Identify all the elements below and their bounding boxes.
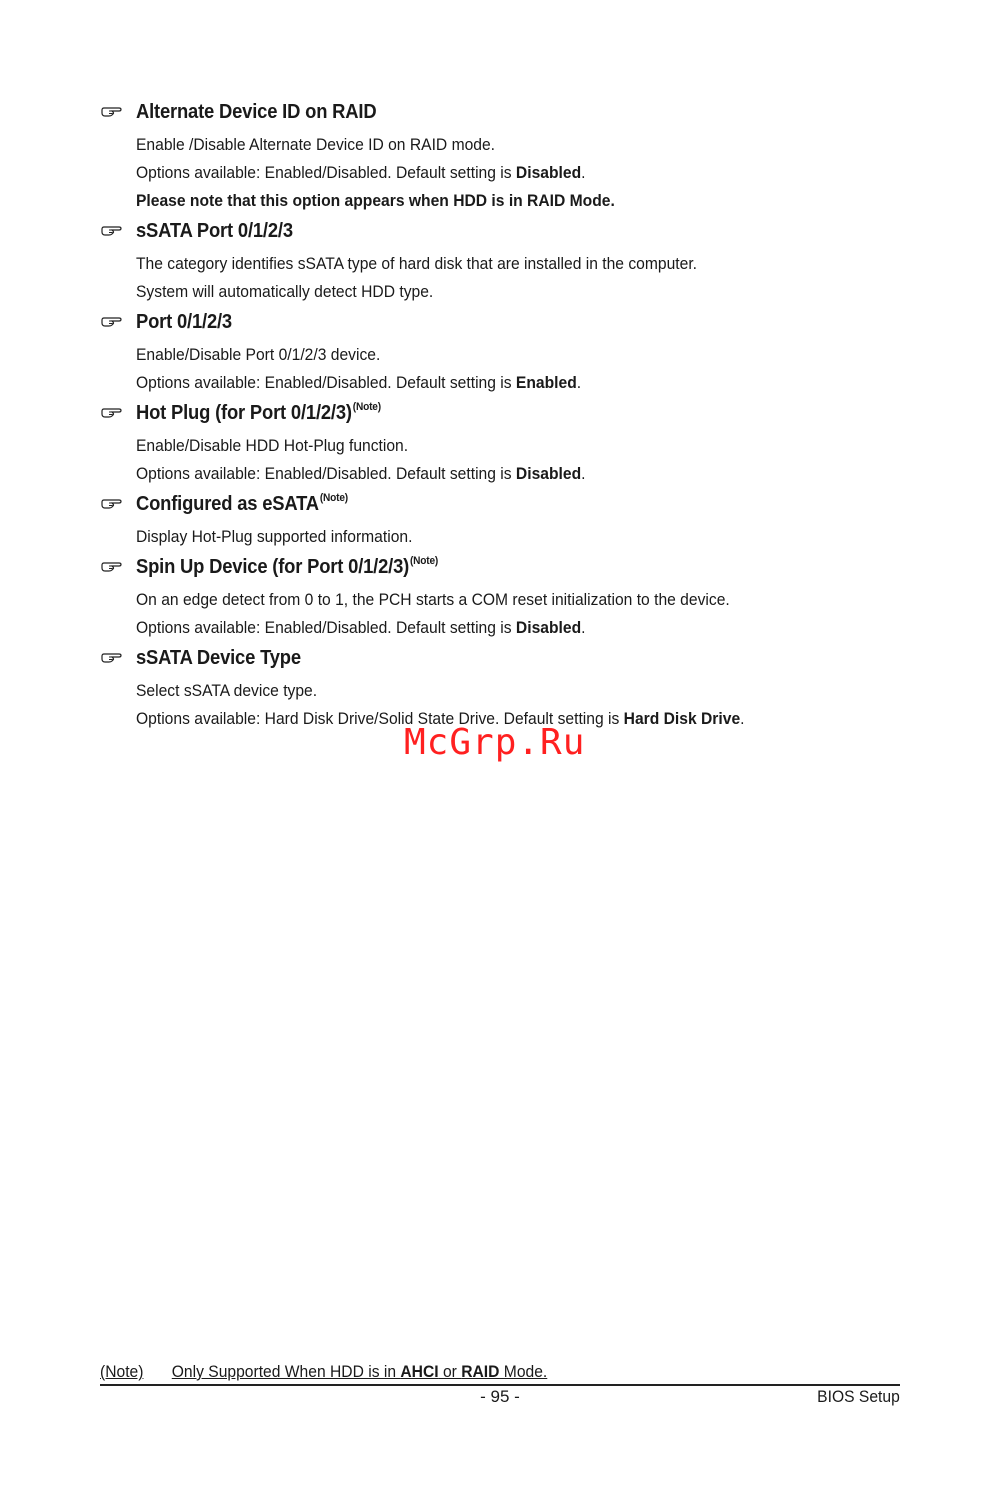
line-text: Options available: Enabled/Disabled. Default setting is	[136, 618, 516, 637]
setting-heading	[100, 644, 920, 672]
setting-title	[136, 311, 232, 334]
line-text: On an edge detect from 0 to 1, the PCH starts a COM reset initialization to the device.	[136, 590, 730, 609]
setting-description-line	[136, 677, 857, 705]
setting-title-text: Hot Plug (for Port 0/1/2/3)	[136, 402, 352, 424]
footnote-bold-ahci: AHCI	[400, 1362, 439, 1381]
setting-title-text: Configured as eSATA	[136, 493, 319, 515]
line-text: Enable /Disable Alternate Device ID on RAID mode.	[136, 135, 496, 154]
line-bold-text: Hard Disk Drive	[623, 709, 741, 728]
footnote-text	[172, 1362, 548, 1381]
setting-description-line	[136, 250, 857, 278]
line-text: Select sSATA device type.	[136, 681, 318, 700]
setting-title	[136, 220, 293, 243]
setting-heading	[100, 98, 920, 126]
line-text: Display Hot-Plug supported information.	[136, 527, 413, 546]
line-bold-text: Disabled	[515, 464, 582, 483]
line-bold-text: Disabled	[515, 618, 582, 637]
footer-rule	[100, 1384, 900, 1386]
line-text: Enable/Disable HDD Hot-Plug function.	[136, 436, 409, 455]
line-text: The category identifies sSATA type of hard disk that are installed in the computer.	[136, 254, 698, 273]
line-bold-text: Disabled	[515, 163, 582, 182]
line-text-end: .	[581, 163, 586, 182]
setting-section	[100, 553, 920, 644]
line-bold-text: Enabled	[515, 373, 577, 392]
setting-title-text: sSATA Device Type	[136, 646, 301, 669]
setting-title-text: Port 0/1/2/3	[136, 310, 232, 333]
setting-description-line	[136, 586, 857, 614]
setting-section	[100, 98, 920, 217]
setting-section	[100, 217, 920, 308]
line-text: Options available: Enabled/Disabled. Default setting is	[136, 373, 516, 392]
setting-description-line	[136, 369, 857, 397]
setting-description-line	[136, 614, 857, 642]
pointing-hand-icon	[100, 651, 122, 665]
line-text: System will automatically detect HDD type.	[136, 282, 434, 301]
line-text-end: .	[581, 464, 586, 483]
setting-section	[100, 399, 920, 490]
bios-settings-list	[100, 98, 920, 735]
pointing-hand-icon	[100, 406, 122, 420]
setting-description-line	[136, 159, 857, 187]
document-title: BIOS Setup	[817, 1387, 900, 1406]
setting-heading	[100, 399, 920, 427]
footnote	[100, 1362, 547, 1382]
pointing-hand-icon	[100, 224, 122, 238]
pointing-hand-icon	[100, 105, 122, 119]
page-number: - 95 -	[480, 1387, 520, 1406]
setting-title	[136, 647, 301, 670]
setting-title	[136, 401, 381, 425]
setting-title	[136, 101, 376, 124]
setting-description-line	[136, 341, 857, 369]
footnote-text-mid: or	[438, 1362, 462, 1381]
line-text: Options available: Enabled/Disabled. Default setting is	[136, 464, 516, 483]
pointing-hand-icon	[100, 497, 122, 511]
footnote-text-post: Mode.	[499, 1362, 548, 1381]
note-reference: (Note)	[409, 555, 439, 567]
line-text-end: .	[740, 709, 745, 728]
setting-title-text: Spin Up Device (for Port 0/1/2/3)	[136, 556, 410, 578]
note-reference: (Note)	[319, 492, 348, 504]
line-text: Options available: Hard Disk Drive/Solid State Drive. Default setting is	[136, 709, 624, 728]
setting-description-line	[136, 432, 857, 460]
setting-heading	[100, 308, 920, 336]
footnote-bold-raid: RAID	[461, 1362, 500, 1381]
setting-heading	[100, 553, 920, 581]
setting-description-line	[136, 187, 857, 215]
setting-title	[136, 492, 348, 516]
setting-description-line	[136, 131, 857, 159]
note-reference: (Note)	[352, 401, 381, 413]
setting-title	[136, 555, 438, 579]
line-text: Options available: Enabled/Disabled. Default setting is	[136, 163, 516, 182]
setting-section	[100, 490, 920, 553]
setting-description-line	[136, 460, 857, 488]
setting-heading	[100, 490, 920, 518]
setting-section	[100, 308, 920, 399]
line-text-end: .	[576, 373, 582, 392]
pointing-hand-icon	[100, 560, 122, 574]
setting-description-line	[136, 278, 857, 306]
setting-title-text: sSATA Port 0/1/2/3	[136, 219, 293, 242]
footnote-text-pre: Only Supported When HDD is in	[171, 1362, 401, 1381]
watermark: McGrp.Ru	[404, 722, 586, 763]
line-bold-text: Please note that this option appears when HDD is in RAID Mode.	[136, 191, 615, 210]
line-text-end: .	[581, 618, 586, 637]
setting-description-line	[136, 523, 857, 551]
footnote-mark: (Note)	[100, 1362, 144, 1381]
setting-heading	[100, 217, 920, 245]
setting-title-text: Alternate Device ID on RAID	[136, 100, 377, 123]
line-text: Enable/Disable Port 0/1/2/3 device.	[136, 345, 381, 364]
pointing-hand-icon	[100, 315, 122, 329]
